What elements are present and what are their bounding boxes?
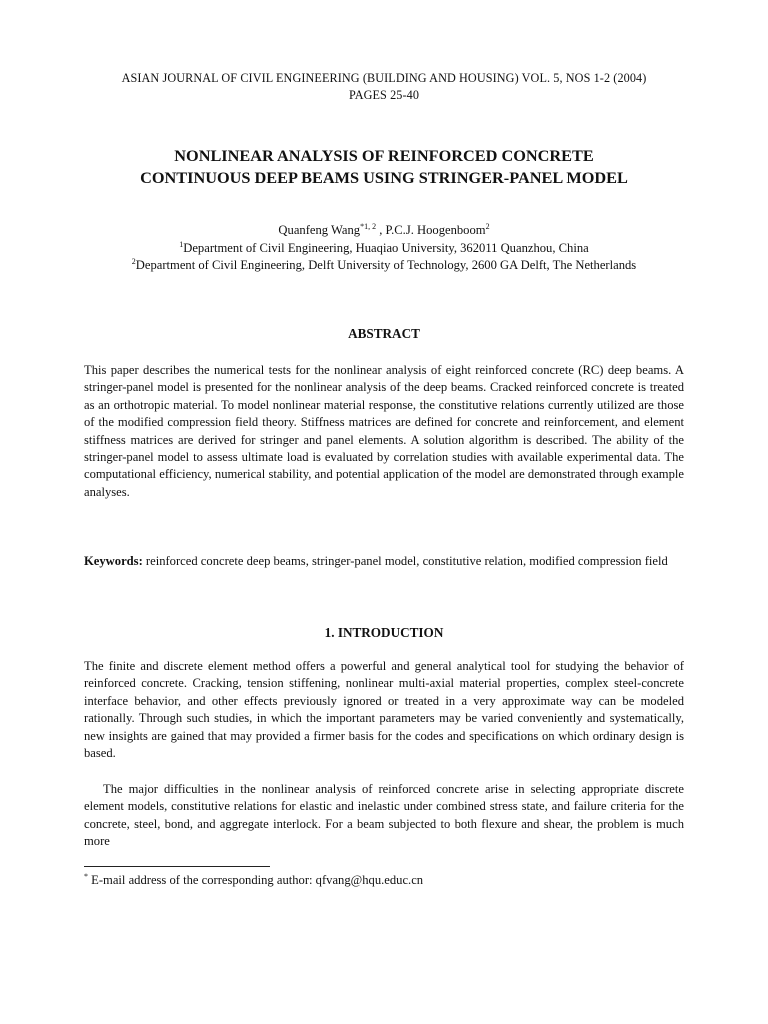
affiliation-1-mark: 1: [179, 239, 184, 249]
pages-line: PAGES 25-40: [348, 88, 420, 102]
introduction-paragraph-2: The major difficulties in the nonlinear analysis of reinforced concrete arise in selecting appropriate discrete element models, constitutive relations for elastic and inelastic under combined stress state, and failure criteria for the concrete, steel, bond, and aggregate interlock. For a beam subjected to both flexure and shear, the problem is much more: [84, 782, 684, 849]
footnote-rule: [84, 866, 270, 867]
footnote-email-text: E-mail address of the corresponding author: qfvang@hqu.educ.cn: [88, 873, 424, 887]
affiliation-2: [84, 257, 684, 275]
author-1-name: Quanfeng Wang: [278, 223, 361, 237]
footnote-mark: *: [84, 871, 88, 881]
affiliation-1-text: Department of Civil Engineering, Huaqiao University, 362011 Quanzhou, China: [183, 240, 589, 255]
abstract-text: This paper describes the numerical tests for the nonlinear analysis of eight reinforced concrete (RC) deep beams. A stringer-panel model is presented for the nonlinear analysis of the deep beams. Cracked reinforced concrete is treated as an orthotropic material. To model nonlinear material response, the constitutive relations currently utilized are those of the modified compression field theory. Stiffness matrices are defined for concrete and reinforcement, and element stiffness matrices are derived for stringer and panel elements. A solution algorithm is described. The ability of the stringer-panel model to assess ultimate load is evaluated by correlation studies with available experimental data. The computational efficiency, numerical stability, and potential application of the model are demonstrated through example analyses.: [84, 363, 684, 499]
author-separator: ,: [376, 223, 386, 237]
journal-header: [0, 70, 768, 104]
author-2-mark: 2: [485, 221, 490, 231]
paper-title: [0, 145, 768, 189]
keywords: [84, 553, 684, 570]
abstract-heading: ABSTRACT: [348, 326, 420, 341]
author-2-name: P.C.J. Hoogenboom: [385, 223, 486, 237]
author-block: [84, 222, 684, 275]
author-line: [84, 222, 684, 240]
author-1-marks: *1, 2: [360, 221, 377, 231]
affiliation-1: [84, 240, 684, 258]
journal-line: ASIAN JOURNAL OF CIVIL ENGINEERING (BUILDING AND HOUSING) VOL. 5, NOS 1-2 (2004): [121, 71, 647, 85]
keywords-text: reinforced concrete deep beams, stringer-panel model, constitutive relation, modified compression field: [142, 554, 668, 568]
title-line-1: NONLINEAR ANALYSIS OF REINFORCED CONCRETE: [174, 146, 594, 165]
affiliation-2-mark: 2: [131, 256, 136, 266]
footnote: [84, 872, 684, 889]
affiliation-2-text: Department of Civil Engineering, Delft University of Technology, 2600 GA Delft, The Netherlands: [135, 258, 637, 272]
introduction-heading: 1. INTRODUCTION: [324, 625, 444, 640]
title-line-2: CONTINUOUS DEEP BEAMS USING STRINGER-PANEL MODEL: [140, 168, 628, 187]
keywords-label: Keywords:: [84, 554, 143, 568]
introduction-paragraph-1: The finite and discrete element method offers a powerful and general analytical tool for studying the behavior of reinforced concrete. Cracking, tension stiffening, nonlinear multi-axial material properties, complex steel-concrete interface behavior, and other effects previously ignored or treated in a very approximate way can be modeled rationally. Through such studies, in which the important parameters may be varied conveniently and systematically, new insights are gained that may provided a firmer basis for the codes and specifications on which ordinary design is based.: [84, 659, 684, 761]
